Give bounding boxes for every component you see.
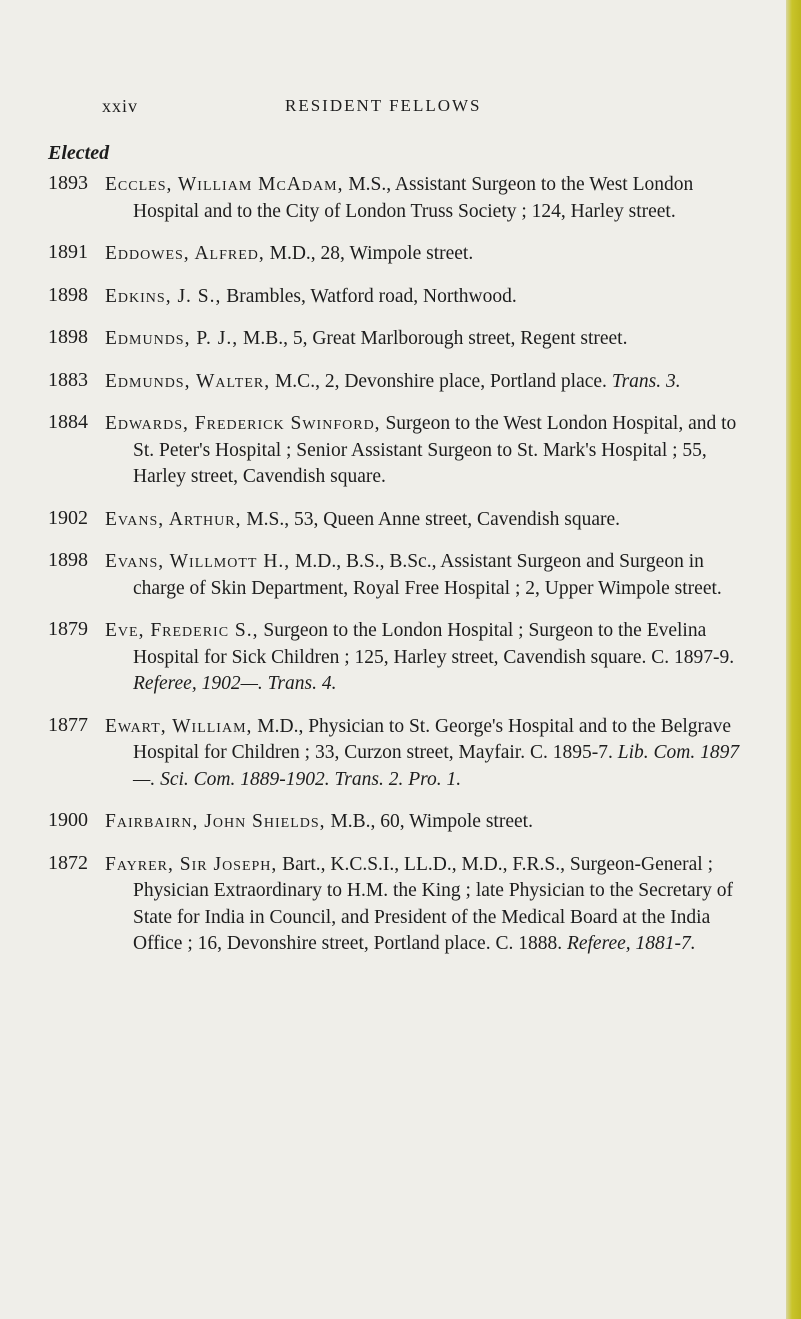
fellow-name: Edmunds, Walter, (105, 370, 271, 392)
fellow-name: Fayrer, Sir Joseph, (105, 853, 278, 875)
running-title: RESIDENT FELLOWS (285, 96, 482, 115)
fellow-details: Brambles, Watford road, Northwood. (226, 285, 517, 307)
fellow-details: Surgeon to the West London Hospital, and to St. Peter's Hospital ; Senior Assistant Surgeon to St. Mark's Hospital ; 55, Harley street, Cavendish square. (133, 413, 737, 487)
fellow-details: M.C., 2, Devonshire place, Portland place. (274, 370, 607, 392)
fellow-name: Edkins, J. S., (105, 285, 222, 307)
election-year: 1883 (48, 368, 88, 391)
fellow-entry (0, 172, 786, 225)
entry-text (105, 549, 745, 602)
fellow-name: Edwards, Frederick Swinford, (105, 413, 381, 434)
fellow-entry (0, 852, 786, 958)
fellow-entry (0, 549, 786, 602)
page-number: xxiv (102, 96, 139, 116)
page-edge (786, 0, 801, 1319)
fellow-references: Referee, 1902—. Trans. 4. (133, 673, 337, 694)
fellow-entry (0, 241, 786, 268)
fellow-name: Eddowes, Alfred, (105, 243, 265, 264)
fellow-entry (0, 809, 786, 836)
entry-text (105, 284, 745, 311)
fellow-entry (0, 284, 786, 311)
fellow-references: Trans. 3. (611, 370, 681, 392)
election-year: 1879 (48, 618, 88, 640)
election-year: 1893 (48, 172, 88, 194)
election-year: 1898 (48, 549, 88, 571)
election-year: 1898 (48, 326, 88, 348)
running-head (0, 96, 786, 120)
elected-column-label: Elected (48, 142, 110, 164)
fellow-entry (0, 326, 786, 353)
election-year: 1900 (48, 809, 88, 831)
entry-text (105, 326, 745, 353)
entry-text (105, 714, 745, 794)
entry-text (105, 852, 745, 958)
fellow-name: Evans, Willmott H., (105, 551, 291, 572)
election-year: 1884 (48, 411, 88, 433)
entry-text (105, 809, 745, 836)
fellow-name: Eve, Frederic S., (105, 620, 259, 641)
entry-text (105, 369, 745, 396)
fellow-references: Referee, 1881-7. (566, 933, 696, 954)
fellow-details: M.D., B.S., B.Sc., Assistant Surgeon and Surgeon in charge of Skin Department, Royal Free Hospital ; 2, Upper Wimpole street. (133, 551, 722, 599)
fellow-details: Surgeon to the London Hospital ; Surgeon to the Evelina Hospital for Sick Children ; 125, Harley street, Cavendish square. C. 1897-9. (133, 620, 735, 668)
fellow-name: Eccles, William McAdam, (105, 174, 344, 195)
entry-text (105, 507, 745, 534)
fellow-entry (0, 618, 786, 698)
fellow-name: Edmunds, P. J., (105, 328, 239, 349)
fellow-entry (0, 369, 786, 396)
election-year: 1898 (48, 283, 88, 306)
fellow-details: M.S., Assistant Surgeon to the West London Hospital and to the City of London Truss Society ; 124, Harley street. (133, 174, 694, 222)
election-year: 1872 (48, 851, 88, 874)
fellow-name: Evans, Arthur, (105, 508, 242, 530)
fellow-name: Ewart, William, (105, 715, 253, 737)
fellow-references: Lib. Com. 1897—. Sci. Com. 1889-1902. Trans. 2. Pro. 1. (133, 742, 740, 790)
entry-text (105, 172, 745, 225)
fellow-details: M.B., 60, Wimpole street. (330, 811, 533, 832)
fellow-details: M.S., 53, Queen Anne street, Cavendish square. (246, 508, 621, 530)
fellow-name: Fairbairn, John Shields, (105, 811, 326, 832)
fellow-details: Bart., K.C.S.I., LL.D., M.D., F.R.S., Surgeon-General ; Physician Extraordinary to H.M. the King ; late Physician to the Secretary of State for India in Council, and President of the Medical Board at the India Office ; 16, Devonshire street, Portland place. C. 1888. (133, 853, 734, 954)
fellows-list (0, 172, 786, 974)
fellow-entry (0, 714, 786, 794)
fellow-details: M.D., Physician to St. George's Hospital and to the Belgrave Hospital for Children ; 33, Curzon street, Mayfair. C. 1895-7. (133, 715, 732, 763)
election-year: 1902 (48, 506, 88, 529)
fellow-details: M.B., 5, Great Marlborough street, Regent street. (242, 328, 628, 349)
fellow-details: M.D., 28, Wimpole street. (269, 243, 474, 264)
entry-text (105, 618, 745, 698)
entry-text (105, 241, 745, 268)
entry-text (105, 411, 745, 491)
fellow-entry (0, 507, 786, 534)
election-year: 1891 (48, 241, 88, 263)
fellow-entry (0, 411, 786, 491)
election-year: 1877 (48, 713, 88, 736)
